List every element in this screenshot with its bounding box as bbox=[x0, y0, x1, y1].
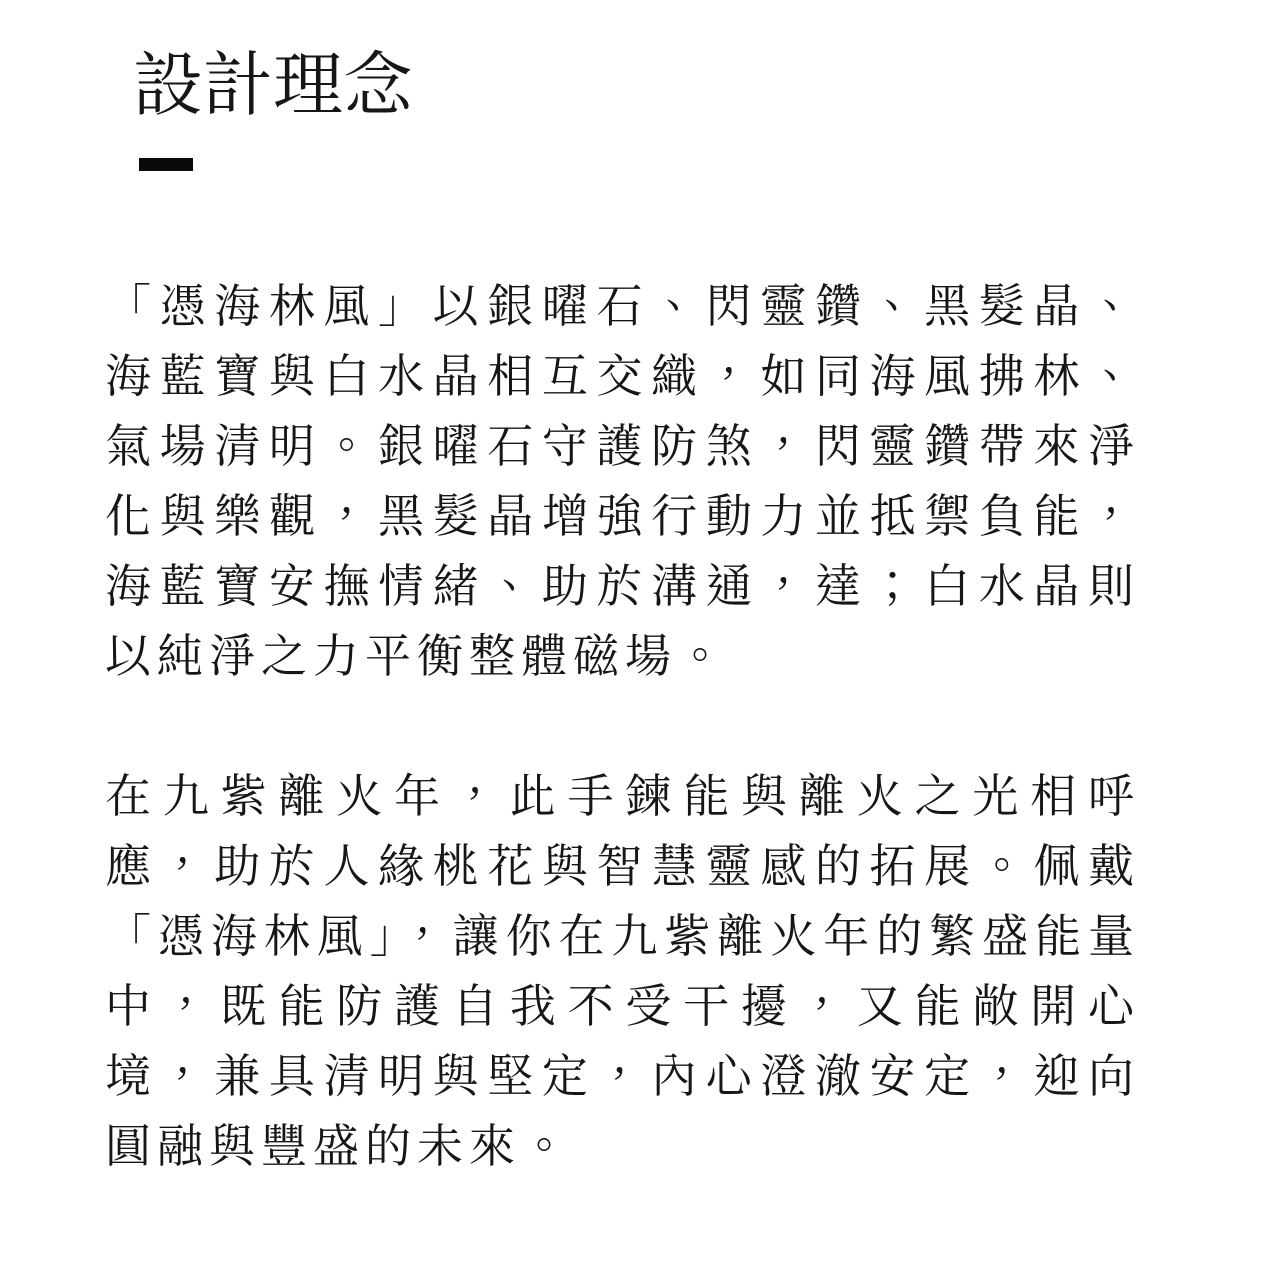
paragraph-materials: 「憑海林風」以銀曜石、閃靈鑽、黑髮晶、海藍寶與白水晶相互交織，如同海風拂林、氣場清明。銀曜石守護防煞，閃靈鑽帶來淨化與樂觀，黑髮晶增強行動力並抵禦負能，海藍寶安撫情緒、助於溝通，達；白水晶則以純淨之力平衡整體磁場。 bbox=[105, 280, 1140, 682]
page-title: 設計理念 bbox=[133, 46, 413, 124]
paragraph-fire-year: 在九紫離火年，此手鍊能與離火之光相呼應，助於人緣桃花與智慧靈感的拓展。佩戴「憑海林風」，讓你在九紫離火年的繁盛能量中，既能防護自我不受干擾，又能敞開心境，兼具清明與堅定，內心澄澈安定，迎向圓融與豐盛的未來。 bbox=[105, 770, 1140, 1172]
design-concept-text bbox=[105, 271, 1140, 1181]
title-underline bbox=[139, 158, 193, 171]
